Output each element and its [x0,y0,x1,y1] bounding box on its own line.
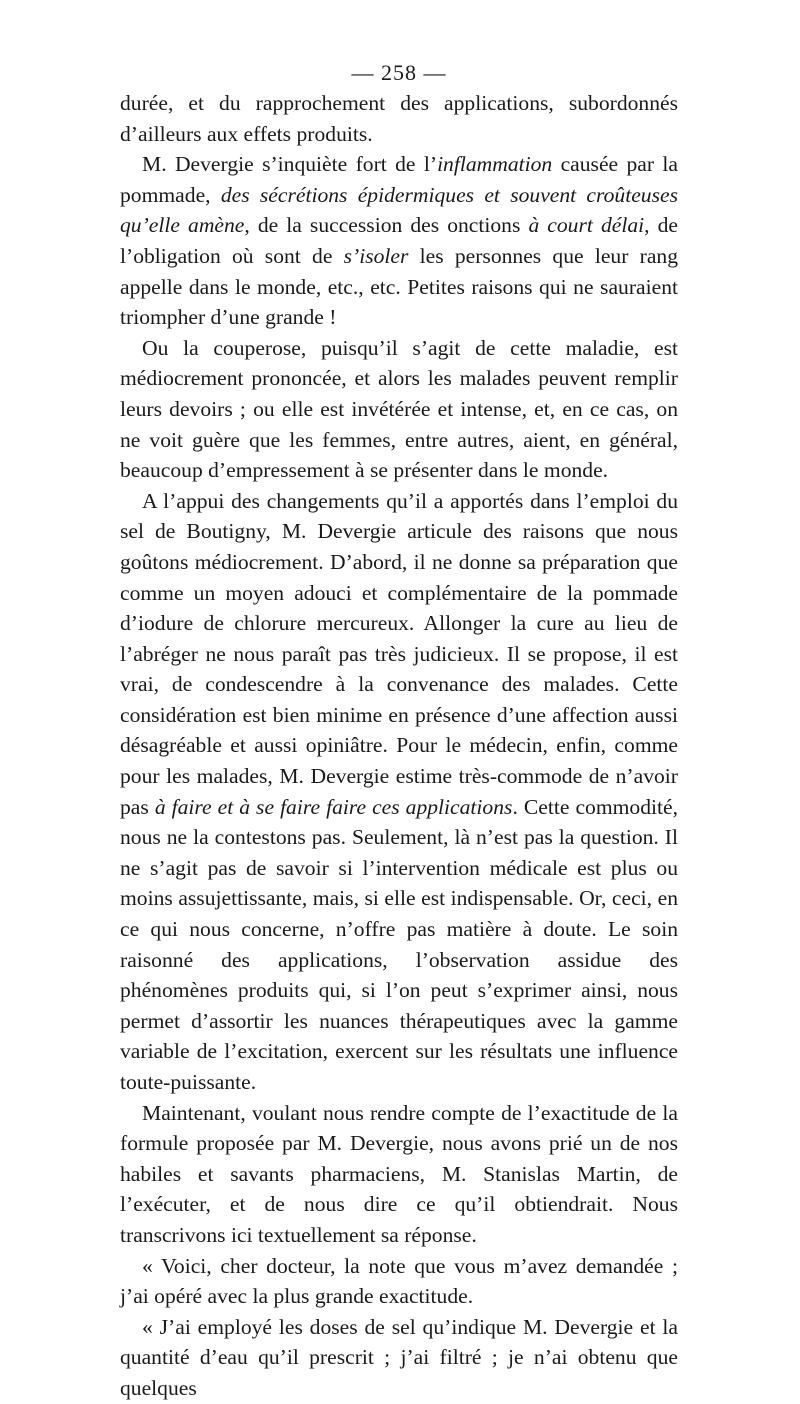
paragraph-devergie-inflammation: M. Devergie s’inquiète fort de l’inflammation causée par la pommade, des sécrétions épidermiques et souvent croûteuses qu’elle amène, de la succession des onctions à court délai, de l’obligation où sont de s’isoler les personnes que leur rang appelle dans le monde, etc., etc. Petites raisons qui ne sauraient triompher d’une grande ! [120,152,679,330]
paragraph-quote-voici: « Voici, cher docteur, la note que vous m’avez demandée ; j’ai opéré avec la plus grande exactitude. [120,1253,678,1309]
book-page [120,58,678,1404]
paragraph-couperose: Ou la couperose, puisqu’il s’agit de cette maladie, est médiocrement prononcée, et alors les malades peuvent remplir leurs devoirs ; ou elle est invétérée et intense, et, en ce cas, on ne voit guère que les femmes, entre autres, aient, en général, beaucoup d’empressement à se présenter dans le monde. [120,335,678,483]
page-number: — 258 — [351,60,447,85]
paragraph-continuation: durée, et du rapprochement des applications, subordonnés d’ailleurs aux effets produits. [120,91,678,146]
paragraph-maintenant: Maintenant, voulant nous rendre compte de l’exactitude de la formule proposée par M. Devergie, nous avons prié un de nos habiles et savants pharmaciens, M. Stanislas Martin, de l’exécuter, et de nous dire ce qu’il obtiendrait. Nous transcrivons ici textuellement sa réponse. [120,1100,678,1247]
paragraph-sel-de-boutigny: A l’appui des changements qu’il a apportés dans l’emploi du sel de Boutigny, M. Devergie articule des raisons que nous goûtons médiocrement. D’abord, il ne donne sa préparation que comme un moyen adouci et complémentaire de la pommade d’iodure de chlorure mercureux. Allonger la cure au lieu de l’abréger ne nous paraît pas très judicieux. Il se propose, il est vrai, de condescendre à la convenance des malades. Cette considération est bien minime en présence d’une affection aussi désagréable et aussi opiniâtre. Pour le médecin, enfin, comme pour les malades, M. Devergie estime très-commode de n’avoir pas à faire et à se faire faire ces applications. Cette commodité, nous ne la contestons pas. Seulement, là n’est pas la question. Il ne s’agit pas de savoir si l’intervention médicale est plus ou moins assujettissante, mais, si elle est indispensable. Or, ceci, en ce qui nous concerne, n’offre pas matière à doute. Le soin raisonné des applications, l’observation assidue des phénomènes produits qui, si l’on peut s’exprimer ainsi, nous permet d’assortir les nuances thérapeutiques avec la gamme variable de l’excitation, exercent sur les résultats une influence toute-puissante. [120,488,678,1094]
paragraph-quote-employe: « J’ai employé les doses de sel qu’indique M. Devergie et la quantité d’eau qu’il prescrit ; j’ai filtré ; je n’ai obtenu que quelques [120,1314,678,1400]
